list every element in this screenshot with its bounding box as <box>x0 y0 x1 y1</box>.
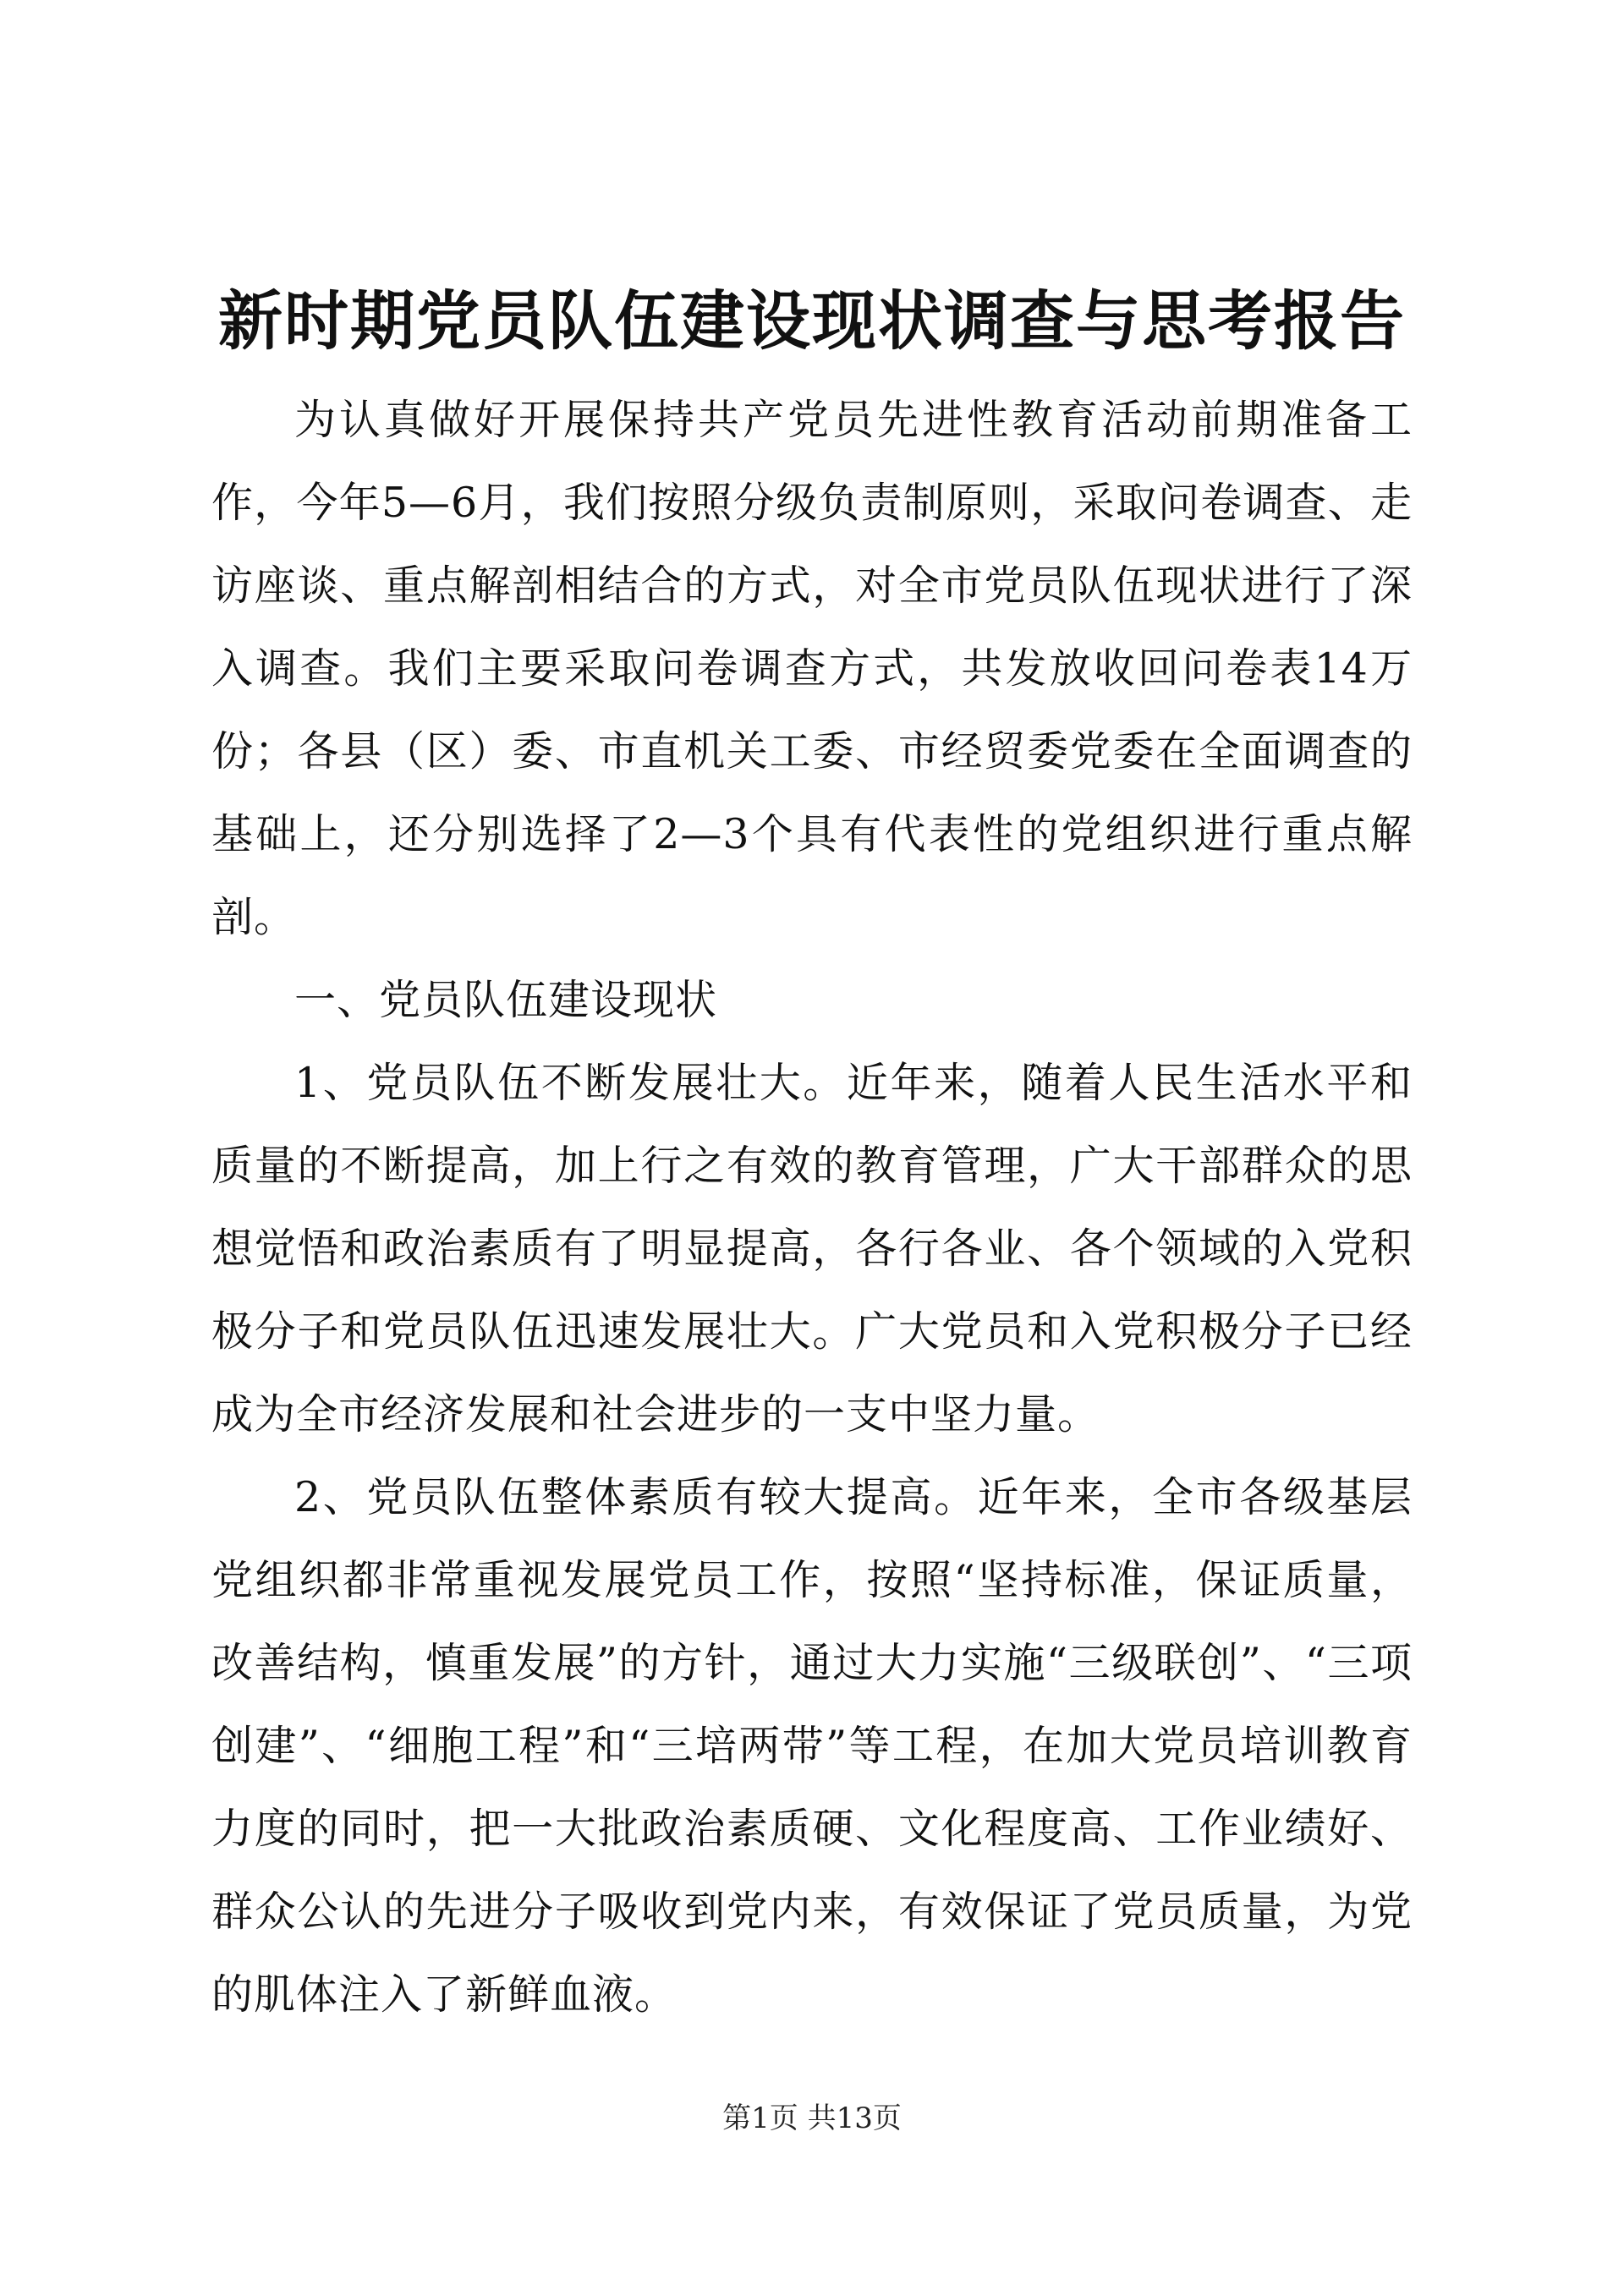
paragraph-point-1: 1、党员队伍不断发展壮大。近年来，随着人民生活水平和质量的不断提高，加上行之有效的教育管理，广大干部群众的思想觉悟和政治素质有了明显提高，各行各业、各个领域的入党积极分子和党员队伍迅速发展壮大。广大党员和入党积极分子已经成为全市经济发展和社会进步的一支中坚力量。 <box>211 1059 1413 1438</box>
document-title: 新时期党员队伍建设现状调查与思考报告 <box>218 283 1406 359</box>
section-heading: 一、党员队伍建设现状 <box>294 976 718 1024</box>
page-number-footer: 第1页 共13页 <box>722 2101 902 2135</box>
document-body <box>211 379 1413 2036</box>
paragraph-intro: 为认真做好开展保持共产党员先进性教育活动前期准备工作，今年5—6月，我们按照分级负责制原则，采取问卷调查、走访座谈、重点解剖相结合的方式，对全市党员队伍现状进行了深入调查。我们主要采取问卷调查方式，共发放收回问卷表14万份；各县（区）委、市直机关工委、市经贸委党委在全面调查的基础上，还分别选择了2—3个具有代表性的党组织进行重点解剖。 <box>211 396 1413 941</box>
paragraph-point-2: 2、党员队伍整体素质有较大提高。近年来，全市各级基层党组织都非常重视发展党员工作，按照“坚持标准，保证质量，改善结构，慎重发展”的方针，通过大力实施“三级联创”、“三项创建”、“细胞工程”和“三培两带”等工程，在加大党员培训教育力度的同时，把一大批政治素质硬、文化程度高、工作业绩好、群众公认的先进分子吸收到党内来，有效保证了党员质量，为党的肌体注入了新鲜血液。 <box>211 1473 1413 2019</box>
